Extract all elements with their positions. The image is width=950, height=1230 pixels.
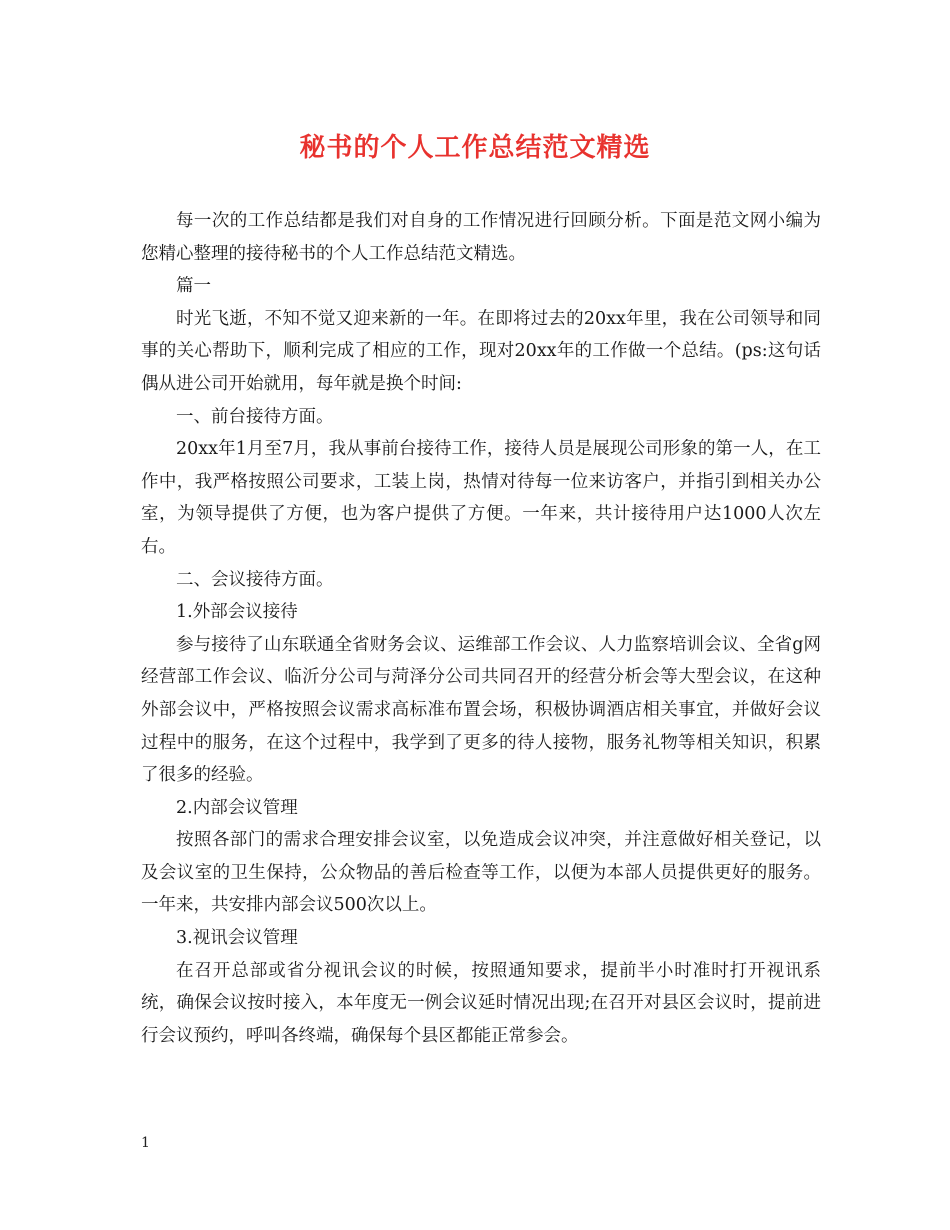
heading-front-desk: 一、前台接待方面。 bbox=[176, 406, 334, 427]
paragraph-external-meetings: 参与接待了山东联通全省财务会议、运维部工作会议、人力监察培训会议、全省g网经营部工作会议、临沂分公司与菏泽分公司共同召开的经营分析会等大型会议，在这种外部会议中，严格按照会议需求高标准布置会场，积极协调酒店相关事宜，并做好会议过程中的服务，在这个过程中，我学到了更多的待人接物，服务礼物等相关知识，积累了很多的经验。 bbox=[141, 634, 821, 786]
subheading-video-meetings: 3.视讯会议管理 bbox=[176, 928, 298, 949]
subheading-internal-meetings: 2.内部会议管理 bbox=[176, 797, 298, 818]
document-body bbox=[141, 205, 821, 1052]
document-title: 秘书的个人工作总结范文精选 bbox=[299, 133, 651, 163]
heading-meeting-reception: 二、会议接待方面。 bbox=[176, 569, 334, 590]
paragraph-intro: 每一次的工作总结都是我们对自身的工作情况进行回顾分析。下面是范文网小编为您精心整理的接待秘书的个人工作总结范文精选。 bbox=[141, 211, 821, 264]
paragraph-section-label: 篇一 bbox=[176, 276, 211, 297]
paragraph-front-desk: 20xx年1月至7月，我从事前台接待工作，接待人员是展现公司形象的第一人，在工作中，我严格按照公司要求，工装上岗，热情对待每一位来访客户，并指引到相关办公室，为领导提供了方便，也为客户提供了方便。一年来，共计接待用户达1000人次左右。 bbox=[141, 439, 821, 557]
paragraph-opening: 时光飞逝，不知不觉又迎来新的一年。在即将过去的20xx年里，我在公司领导和同事的关心帮助下，顺利完成了相应的工作，现对20xx年的工作做一个总结。(ps:这句话偶从进公司开始就用，每年就是换个时间: bbox=[141, 308, 821, 394]
paragraph-internal-meetings: 按照各部门的需求合理安排会议室，以免造成会议冲突，并注意做好相关登记，以及会议室的卫生保持，公众物品的善后检查等工作，以便为本部人员提供更好的服务。一年来，共安排内部会议500次以上。 bbox=[141, 830, 821, 916]
page-number: 1 bbox=[141, 1135, 150, 1151]
paragraph-video-meetings: 在召开总部或省分视讯会议的时候，按照通知要求，提前半小时准时打开视讯系统，确保会议按时接入，本年度无一例会议延时情况出现;在召开对县区会议时，提前进行会议预约，呼叫各终端，确保每个县区都能正常参会。 bbox=[141, 960, 821, 1046]
subheading-external-meetings: 1.外部会议接待 bbox=[176, 602, 298, 623]
